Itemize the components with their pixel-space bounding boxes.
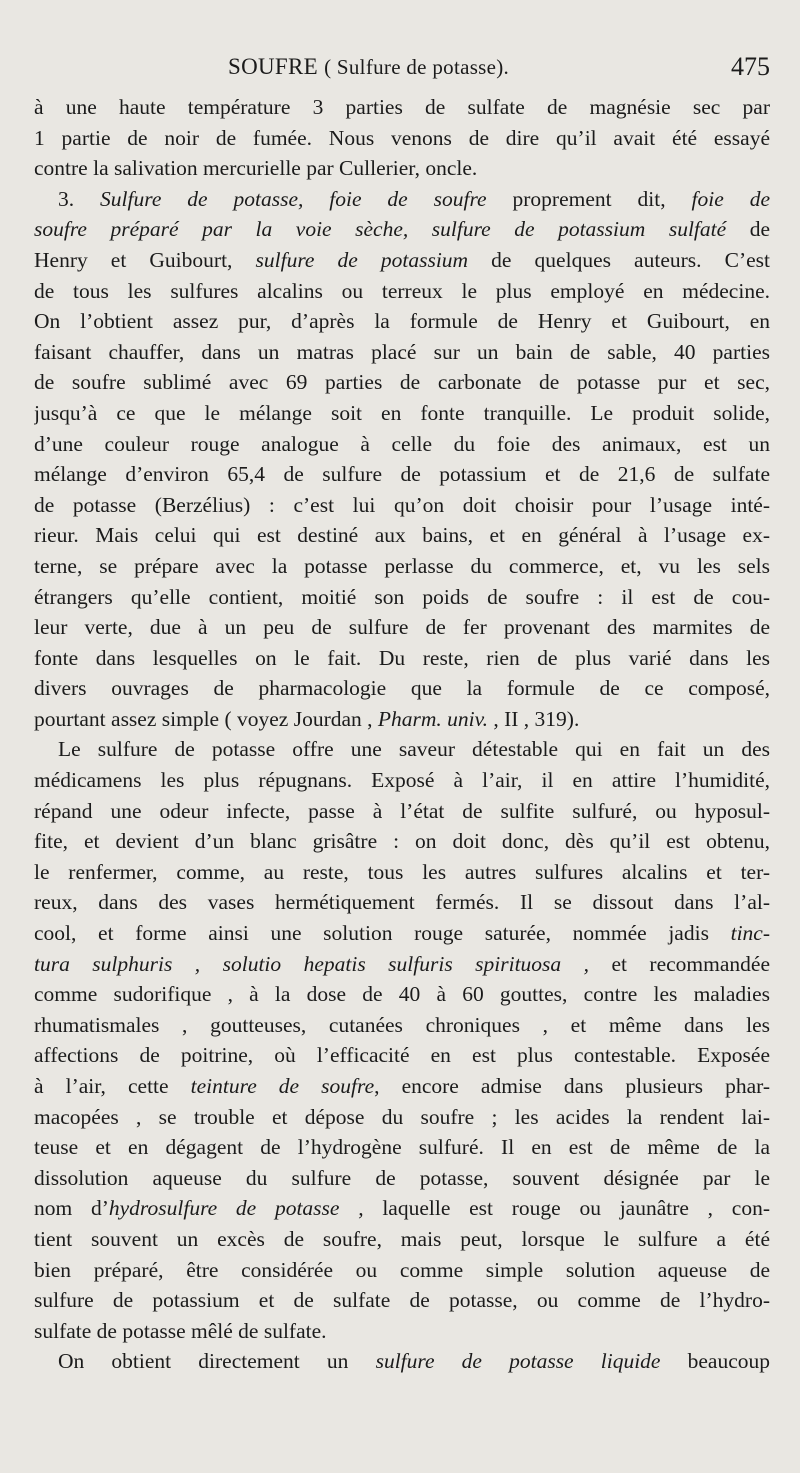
text-span: de xyxy=(726,217,770,242)
text-line: de tous les sulfures alcalins ou terreux le plus employé en médecine. xyxy=(34,278,770,303)
italic-span: Sulfure de potasse, foie de soufre xyxy=(100,186,487,211)
header-title-sub: ( Sulfure de potasse). xyxy=(324,55,510,79)
text-line: On l’obtient assez pur, d’après la formule de Henry et Guibourt, en xyxy=(34,309,770,334)
text-line xyxy=(34,214,770,245)
text-line: tient souvent un excès de soufre, mais peut, lorsque le sulfure a été xyxy=(34,1226,770,1251)
text-span: et recommandée xyxy=(589,951,770,976)
text-line: jusqu’à ce que le mélange soit en fonte tranquille. Le produit solide, xyxy=(34,400,770,425)
text-line: d’une couleur rouge analogue à celle du foie des animaux, est un xyxy=(34,431,770,456)
text-line: dissolution aqueuse du sulfure de potasse, souvent désignée par le xyxy=(34,1165,770,1190)
text-span: pourtant assez simple ( voyez Jourdan , xyxy=(34,706,378,731)
text-line: le renfermer, comme, au reste, tous les autres sulfures alcalins et ter- xyxy=(34,859,770,884)
text-span: de quelques auteurs. C’est xyxy=(468,247,770,272)
body-text xyxy=(34,92,770,1377)
text-line: de potasse (Berzélius) : c’est lui qu’on doit choisir pour l’usage inté- xyxy=(34,492,770,517)
italic-span: hydrosulfure de potasse , xyxy=(108,1196,364,1221)
italic-span: sulfure de potasse liquide xyxy=(375,1349,661,1374)
page-number: 475 xyxy=(731,52,770,81)
text-span: laquelle est rouge ou jaunâtre , con- xyxy=(363,1196,770,1221)
text-line: étrangers qu’elle contient, moitié son poids de soufre : il est de cou- xyxy=(34,584,770,609)
text-line: faisant chauffer, dans un matras placé sur un bain de sable, 40 parties xyxy=(34,339,770,364)
text-line: médicamens les plus répugnans. Exposé à l’air, il en attire l’humidité, xyxy=(34,768,770,793)
text-line: 1 partie de noir de fumée. Nous venons de dire qu’il avait été essayé xyxy=(34,125,770,150)
text-line: rhumatismales , goutteuses, cutanées chroniques , et même dans les xyxy=(34,1012,770,1037)
text-line: comme sudorifique , à la dose de 40 à 60 gouttes, contre les maladies xyxy=(34,982,770,1007)
text-span: proprement dit, xyxy=(486,186,692,211)
text-line xyxy=(34,245,770,276)
text-line: fonte dans lesquelles on le fait. Du reste, rien de plus varié dans les xyxy=(34,645,770,670)
text-line xyxy=(34,949,770,980)
text-line: sulfure de potassium et de sulfate de potasse, ou comme de l’hydro- xyxy=(34,1288,770,1313)
italic-span: tinc- xyxy=(730,921,770,946)
text-span: beaucoup xyxy=(660,1349,770,1374)
text-span: Henry et Guibourt, xyxy=(34,247,256,272)
text-line: sulfate de potasse mêlé de sulfate. xyxy=(34,1318,327,1343)
text-span: , encore admise dans plusieurs phar- xyxy=(374,1074,770,1098)
text-line: mélange d’environ 65,4 de sulfure de potassium et de 21,6 de sulfate xyxy=(34,462,770,487)
text-line: reux, dans des vases hermétiquement fermés. Il se dissout dans l’al- xyxy=(34,890,770,915)
text-line: teuse et en dégagent de l’hydrogène sulfuré. Il en est de même de la xyxy=(34,1135,770,1160)
text-line xyxy=(34,704,770,735)
text-line: de soufre sublimé avec 69 parties de carbonate de potasse pur et sec, xyxy=(34,370,770,395)
text-line: affections de poitrine, où l’efficacité en est plus contestable. Exposée xyxy=(34,1043,770,1068)
running-header xyxy=(0,52,800,92)
text-line xyxy=(34,1193,770,1224)
text-line: fite, et devient d’un blanc grisâtre : on doit donc, dès qu’il est obtenu, xyxy=(34,829,770,854)
header-title-main: SOUFRE xyxy=(228,54,318,79)
italic-span: soufre préparé par la voie sèche, sulfure de potassium sulfaté xyxy=(34,217,727,242)
italic-span: Pharm. univ. xyxy=(377,706,488,731)
text-line xyxy=(34,1071,770,1102)
italic-span: teinture de soufre xyxy=(190,1074,375,1098)
text-line: terne, se prépare avec la potasse perlasse du commerce, et, vu les sels xyxy=(34,553,770,578)
text-span: , II , 319). xyxy=(487,706,580,731)
text-line: contre la salivation mercurielle par Cullerier, oncle. xyxy=(34,156,478,181)
text-line: macopées , se trouble et dépose du soufre ; les acides la rendent lai- xyxy=(34,1104,770,1129)
text-line: rieur. Mais celui qui est destiné aux bains, et en général à l’usage ex- xyxy=(34,523,770,548)
text-line: bien préparé, être considérée ou comme simple solution aqueuse de xyxy=(34,1257,770,1282)
text-span: On obtient directement un xyxy=(58,1349,376,1374)
text-line xyxy=(34,184,770,215)
text-span: cool, et forme ainsi une solution rouge saturée, nommée jadis xyxy=(34,921,731,946)
text-span: nom d’ xyxy=(34,1196,109,1221)
text-span: à l’air, cette xyxy=(34,1074,191,1098)
text-line: à une haute température 3 parties de sulfate de magnésie sec par xyxy=(34,95,770,119)
text-line xyxy=(34,918,770,949)
header-title xyxy=(228,54,509,80)
text-span: 3. xyxy=(58,186,101,211)
text-line: Le sulfure de potasse offre une saveur détestable qui en fait un des xyxy=(58,737,770,762)
text-line: répand une odeur infecte, passe à l’état de sulfite sulfuré, ou hyposul- xyxy=(34,798,770,823)
text-line: leur verte, due à un peu de sulfure de fer provenant des marmites de xyxy=(34,615,770,640)
text-line: divers ouvrages de pharmacologie que la formule de ce composé, xyxy=(34,676,770,701)
italic-span: foie de xyxy=(691,186,770,211)
italic-span: tura sulphuris , solutio hepatis sulfuris spirituosa , xyxy=(34,951,589,976)
italic-span: sulfure de potassium xyxy=(255,247,469,272)
text-line xyxy=(34,1346,770,1377)
